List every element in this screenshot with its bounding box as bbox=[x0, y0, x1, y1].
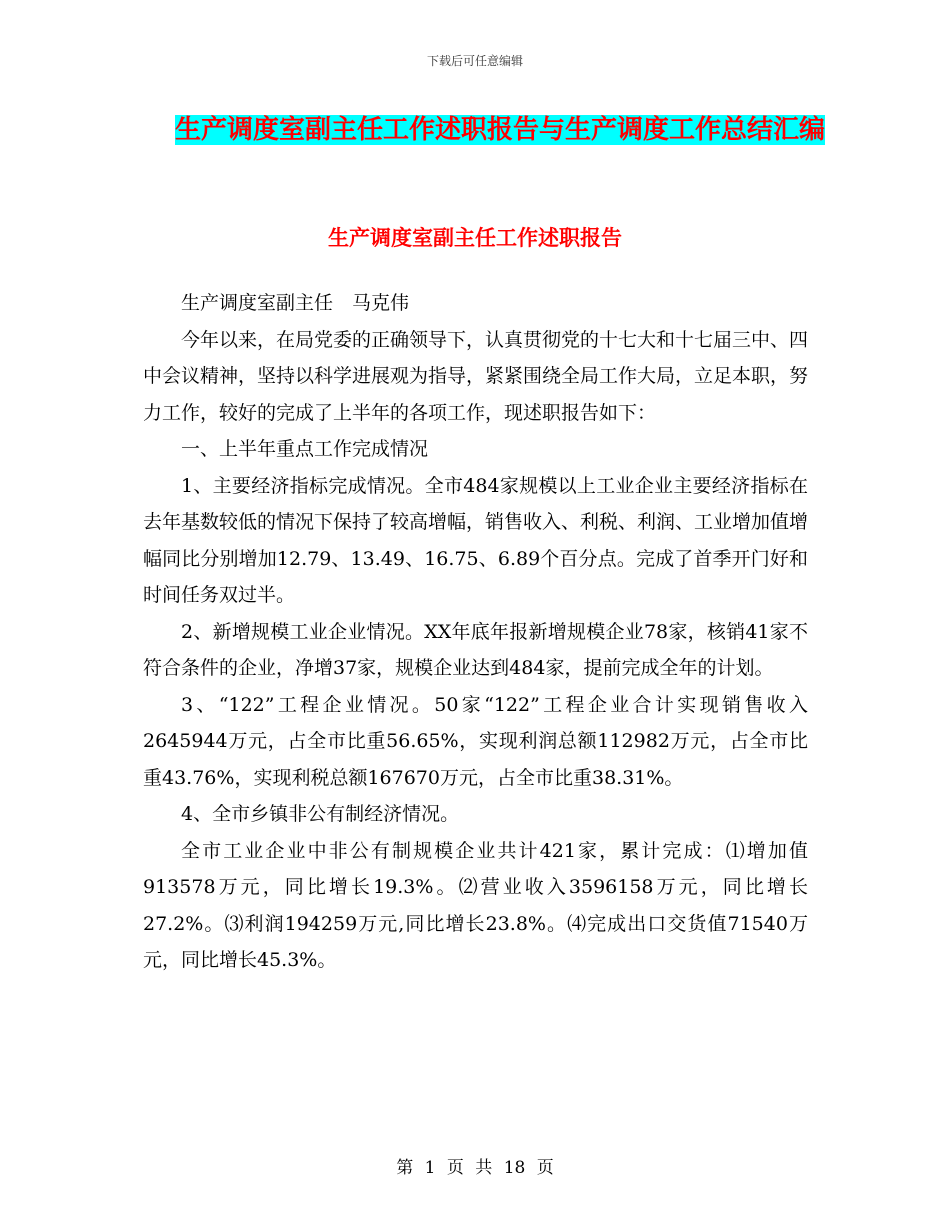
paragraph-non-public-heading: 4、全市乡镇非公有制经济情况。 bbox=[181, 803, 460, 825]
header-note: 下载后可任意编辑 bbox=[426, 54, 523, 68]
intro-paragraph: 今年以来，在局党委的正确领导下，认真贯彻党的十七大和十七届三中、四中会议精神，坚持以科学进展观为指导，紧紧围绕全局工作大局，立足本职，努力工作，较好的完成了上半年的各项工作，现述职报告如下： bbox=[143, 328, 809, 424]
paragraph-122-project: 3、“122”工程企业情况。50家“122”工程企业合计实现销售收入2645944万元，占全市比重56.65%，实现利润总额112982万元，占全市比重43.76%，实现利税总额167670万元，占全市比重38.31%。 bbox=[143, 693, 808, 789]
section-title: 生产调度室副主任工作述职报告 bbox=[328, 226, 622, 250]
document-body bbox=[143, 285, 808, 979]
paragraph-economic-indicators: 1、主要经济指标完成情况。全市484家规模以上工业企业主要经济指标在去年基数较低的情况下保持了较高增幅，销售收入、利税、利润、工业增加值增幅同比分别增加12.79、13.49、16.75、6.89个百分点。完成了首季开门好和时间任务双过半。 bbox=[143, 474, 809, 606]
section-heading: 一、上半年重点工作完成情况 bbox=[181, 438, 429, 460]
paragraph-non-public-details: 全市工业企业中非公有制规模企业共计421家，累计完成：⑴增加值913578万元，同比增长19.3%。⑵营业收入3596158万元，同比增长27.2%。⑶利润194259万元,同比增长23.8%。⑷完成出口交货值71540万元，同比增长45.3%。 bbox=[143, 839, 808, 971]
page-number: 第 1 页 共 18 页 bbox=[396, 1158, 554, 1178]
document-title-text: 生产调度室副主任工作述职报告与生产调度工作总结汇编 bbox=[174, 115, 825, 145]
paragraph-new-enterprises: 2、新增规模工业企业情况。XX年底年报新增规模企业78家，核销41家不符合条件的企业，净增37家，规模企业达到484家，提前完成全年的计划。 bbox=[143, 620, 808, 679]
author-line: 生产调度室副主任 马克伟 bbox=[181, 292, 410, 314]
document-title bbox=[140, 106, 860, 154]
